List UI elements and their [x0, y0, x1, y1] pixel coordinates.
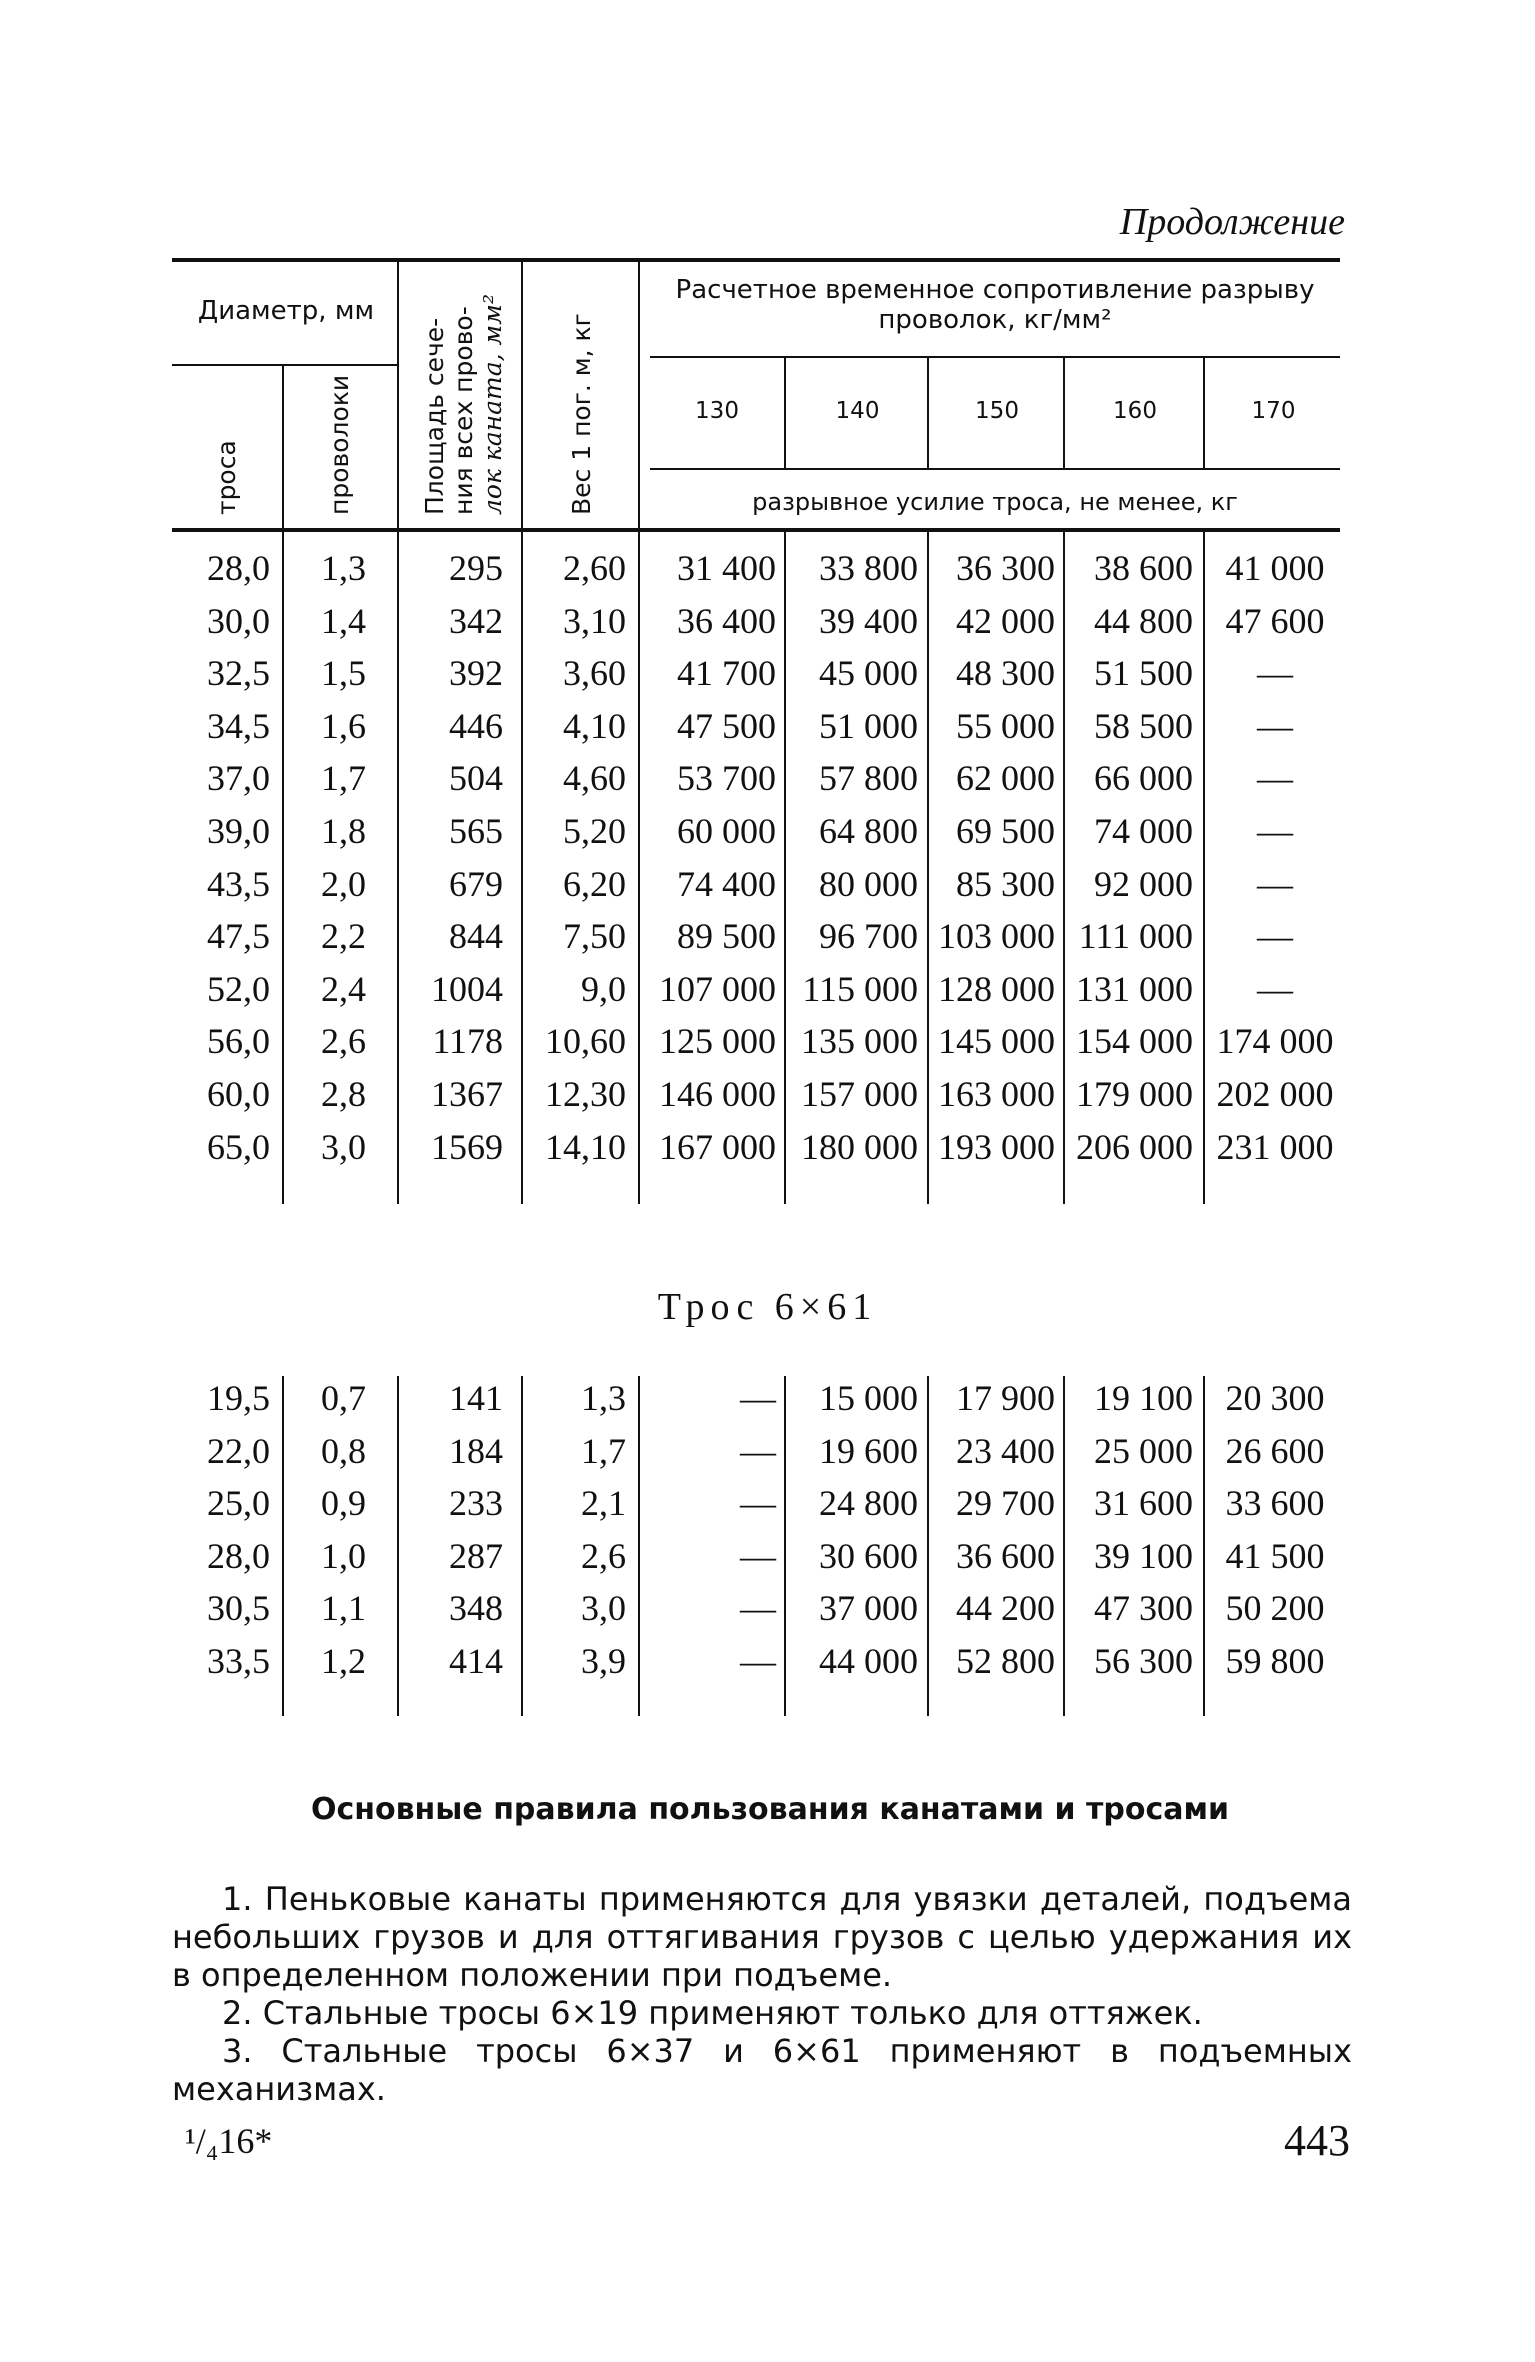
- table-cell: —: [1257, 916, 1293, 957]
- table-cell: 184: [449, 1430, 503, 1471]
- grades-subrule: [650, 468, 1340, 470]
- table-cell: 36 600: [956, 1535, 1055, 1576]
- table-cell: 12,30: [545, 1074, 626, 1114]
- table-cell: 7,50: [563, 916, 626, 957]
- table-cell: 38 600: [1094, 548, 1193, 588]
- table-cell: 4,60: [563, 758, 626, 799]
- table-cell: 44 000: [819, 1641, 918, 1681]
- table-cell: 193 000: [938, 1126, 1055, 1167]
- column-divider: [521, 532, 523, 1204]
- table-cell: 2,1: [581, 1483, 626, 1524]
- table-cell: 0,9: [321, 1483, 366, 1524]
- table-cell: 39 100: [1094, 1535, 1193, 1576]
- rules-heading: Основные правила пользования канатами и тросами: [310, 1792, 1230, 1827]
- area-header-line: Площадь сече-: [420, 317, 449, 515]
- table-cell: 92 000: [1094, 863, 1193, 904]
- column-divider: [638, 532, 640, 1204]
- table-cell: —: [1257, 811, 1293, 851]
- table-cell: —: [740, 1535, 776, 1576]
- column-divider: [282, 1376, 284, 1716]
- table-cell: 141: [449, 1378, 503, 1418]
- strength-header-line: проволок, кг/мм²: [878, 305, 1112, 335]
- table-cell: 74 400: [677, 863, 776, 904]
- table-cell: 504: [449, 758, 503, 799]
- table-cell: —: [740, 1641, 776, 1681]
- table-cell: 414: [449, 1641, 503, 1681]
- table-cell: 0,7: [321, 1378, 366, 1418]
- table-cell: 1,2: [321, 1641, 366, 1681]
- table-cell: 3,9: [581, 1641, 626, 1681]
- table-cell: 1,3: [321, 548, 366, 588]
- strength-header-line: Расчетное временное сопротивление разрыву: [675, 275, 1315, 305]
- table-cell: 17 900: [956, 1378, 1055, 1418]
- table-cell: 25,0: [207, 1483, 270, 1524]
- table-cell: 3,60: [563, 653, 626, 694]
- table-cell: 23 400: [956, 1430, 1055, 1471]
- table-cell: 206 000: [1076, 1126, 1193, 1167]
- table-cell: 392: [449, 653, 503, 694]
- table-cell: 135 000: [801, 1021, 918, 1062]
- table-cell: —: [740, 1430, 776, 1471]
- table-cell: 39 400: [819, 600, 918, 641]
- table-cell: 115 000: [802, 968, 918, 1009]
- table-cell: 37 000: [819, 1588, 918, 1629]
- table-cell: 22,0: [207, 1430, 270, 1471]
- table-cell: 42 000: [956, 600, 1055, 641]
- table-cell: 96 700: [819, 916, 918, 957]
- table-cell: 107 000: [659, 968, 776, 1009]
- table-cell: 57 800: [819, 758, 918, 799]
- column-divider: [784, 532, 786, 1204]
- table-cell: 56,0: [207, 1021, 270, 1062]
- table-cell: 157 000: [801, 1074, 918, 1114]
- table-cell: —: [1257, 968, 1293, 1009]
- table-cell: 33 800: [819, 548, 918, 588]
- table-cell: 2,0: [321, 863, 366, 904]
- header-divider: [638, 262, 640, 528]
- column-divider: [1063, 532, 1065, 1204]
- table-cell: 41 000: [1225, 548, 1325, 588]
- table-cell: 103 000: [938, 916, 1055, 957]
- grade-header: 170: [1251, 398, 1296, 424]
- table-cell: 25 000: [1094, 1430, 1193, 1471]
- table-cell: 30 600: [819, 1535, 918, 1576]
- table-cell: 24 800: [819, 1483, 918, 1524]
- table-cell: 3,10: [563, 600, 626, 641]
- column-divider: [397, 532, 399, 1204]
- table-cell: 89 500: [677, 916, 776, 957]
- section-title: Трос 6×61: [657, 1286, 878, 1328]
- grade-header: 150: [975, 398, 1019, 424]
- table-cell: 233: [449, 1483, 503, 1524]
- table-cell: 44 800: [1094, 600, 1193, 641]
- area-header-line: лок каната, мм²: [478, 293, 507, 515]
- table-cell: 56 300: [1094, 1641, 1193, 1681]
- strength-subrule: [650, 356, 1340, 358]
- table-cell: —: [1257, 705, 1293, 746]
- table-cell: 679: [449, 863, 503, 904]
- area-header: [420, 294, 507, 515]
- column-divider: [1063, 1376, 1065, 1716]
- table-cell: 20 300: [1225, 1378, 1325, 1418]
- table-cell: 28,0: [207, 548, 270, 588]
- header-divider: [1063, 358, 1065, 468]
- rule-paragraph-3: 3. Стальные тросы 6×37 и 6×61 применяют в подъемных механизмах.: [172, 2032, 1352, 2108]
- column-divider: [927, 1376, 929, 1716]
- table-cell: —: [740, 1588, 776, 1629]
- table-cell: 32,5: [207, 653, 270, 694]
- strength-header: [650, 275, 1340, 335]
- table-cell: 2,4: [321, 968, 366, 1009]
- rule-paragraph-1: 1. Пеньковые канаты применяются для увязки деталей, подъема небольших грузов и для оттягивания грузов с целью удержания их в определенном положении при подъеме.: [172, 1880, 1352, 1994]
- table-cell: 59 800: [1225, 1641, 1325, 1681]
- column-divider: [521, 1376, 523, 1716]
- table-cell: 10,60: [545, 1021, 626, 1062]
- table-cell: 29 700: [956, 1483, 1055, 1524]
- table-cell: 3,0: [321, 1126, 366, 1167]
- table-cell: 41 700: [677, 653, 776, 694]
- table-cell: 1178: [432, 1021, 503, 1062]
- table-cell: 55 000: [956, 705, 1055, 746]
- table-cell: 6,20: [563, 863, 626, 904]
- column-divider: [282, 532, 284, 1204]
- table-cell: 179 000: [1076, 1074, 1193, 1114]
- table-cell: 231 000: [1216, 1126, 1334, 1167]
- table-cell: 128 000: [938, 968, 1055, 1009]
- table-cell: 125 000: [659, 1021, 776, 1062]
- table-cell: 0,8: [321, 1430, 366, 1471]
- table-cell: 58 500: [1094, 705, 1193, 746]
- weight-header: Вес 1 пог. м, кг: [567, 313, 596, 515]
- table-cell: 64 800: [819, 811, 918, 851]
- table-cell: 51 000: [819, 705, 918, 746]
- table-cell: 9,0: [581, 968, 626, 1009]
- grade-header: 140: [835, 398, 880, 424]
- header-divider: [521, 262, 523, 528]
- table-cell: 30,0: [207, 600, 270, 641]
- table-cell: 202 000: [1216, 1074, 1334, 1114]
- header-divider: [1203, 358, 1205, 468]
- table-cell: 52 800: [956, 1641, 1055, 1681]
- table-cell: 47 300: [1094, 1588, 1193, 1629]
- table-cell: —: [740, 1378, 776, 1418]
- table-cell: 1,6: [321, 705, 366, 746]
- table-cell: 163 000: [938, 1074, 1055, 1114]
- table-cell: 145 000: [938, 1021, 1055, 1062]
- table-top-rule: [172, 258, 1340, 262]
- table-cell: 1569: [431, 1126, 503, 1167]
- column-divider: [1203, 1376, 1205, 1716]
- table-cell: 19 100: [1094, 1378, 1193, 1418]
- table-cell: 66 000: [1094, 758, 1193, 799]
- table-cell: 14,10: [545, 1126, 626, 1167]
- table-cell: 30,5: [207, 1588, 270, 1629]
- table-cell: 52,0: [207, 968, 270, 1009]
- table-cell: 44 200: [956, 1588, 1055, 1629]
- table-cell: 51 500: [1094, 653, 1193, 694]
- table-cell: 844: [449, 916, 503, 957]
- column-divider: [397, 1376, 399, 1716]
- table-cell: 31 600: [1094, 1483, 1193, 1524]
- table-cell: 60,0: [207, 1074, 270, 1114]
- table-cell: 47,5: [207, 916, 270, 957]
- area-header-line: ния всех прово-: [449, 306, 478, 515]
- table-cell: 65,0: [207, 1126, 270, 1167]
- signature-mark: ¹/₄16*: [185, 2121, 273, 2161]
- table-cell: 1,7: [581, 1430, 626, 1471]
- table-cell: 1,5: [321, 653, 366, 694]
- wire-header: проволоки: [325, 374, 354, 515]
- table-cell: 2,8: [321, 1074, 366, 1114]
- table-cell: 3,0: [581, 1588, 626, 1629]
- table-cell: 45 000: [819, 653, 918, 694]
- table-cell: 348: [449, 1588, 503, 1629]
- table-cell: 19 600: [819, 1430, 918, 1471]
- table-cell: 2,60: [563, 548, 626, 588]
- header-bottom-rule: [172, 528, 1340, 532]
- table-cell: 180 000: [801, 1126, 918, 1167]
- table-cell: 47 600: [1225, 600, 1325, 641]
- table-cell: 15 000: [819, 1378, 918, 1418]
- table-cell: 74 000: [1094, 811, 1193, 851]
- table-cell: 1004: [431, 968, 503, 1009]
- continuation-label: Продолжение: [1119, 201, 1345, 243]
- table-cell: 1,1: [321, 1588, 366, 1629]
- table-cell: 19,5: [207, 1378, 270, 1418]
- table-cell: 2,6: [581, 1535, 626, 1576]
- header-divider: [282, 366, 284, 528]
- page-number: 443: [1284, 2116, 1350, 2165]
- table-cell: 39,0: [207, 811, 270, 851]
- table-cell: 565: [449, 811, 503, 851]
- breaking-force-header: разрывное усилие троса, не менее, кг: [752, 488, 1238, 516]
- table-cell: —: [1257, 653, 1293, 694]
- table-cell: 69 500: [956, 811, 1055, 851]
- column-divider: [638, 1376, 640, 1716]
- table-cell: 342: [449, 600, 503, 641]
- table-cell: 33 600: [1225, 1483, 1325, 1524]
- table-cell: 80 000: [819, 863, 918, 904]
- grade-header: 160: [1113, 398, 1157, 424]
- diameter-header: Диаметр, мм: [197, 296, 375, 326]
- table-cell: 31 400: [677, 548, 776, 588]
- table-cell: 47 500: [677, 705, 776, 746]
- table-cell: 1,7: [321, 758, 366, 799]
- column-divider: [927, 532, 929, 1204]
- column-divider: [784, 1376, 786, 1716]
- table-cell: 131 000: [1076, 968, 1193, 1009]
- table-cell: 37,0: [207, 758, 270, 799]
- table-cell: 36 400: [677, 600, 776, 641]
- table-cell: —: [740, 1483, 776, 1524]
- table-cell: 41 500: [1225, 1535, 1325, 1576]
- table-cell: 167 000: [659, 1126, 776, 1167]
- table-cell: 1,8: [321, 811, 366, 851]
- table-cell: 36 300: [956, 548, 1055, 588]
- table-cell: 5,20: [563, 811, 626, 851]
- table-cell: 1,0: [321, 1535, 366, 1576]
- table-cell: 85 300: [956, 863, 1055, 904]
- table-cell: 1,4: [321, 600, 366, 641]
- table-cell: 53 700: [677, 758, 776, 799]
- table-cell: 43,5: [207, 863, 270, 904]
- table-cell: 446: [449, 705, 503, 746]
- table-cell: 154 000: [1076, 1021, 1193, 1062]
- header-divider: [927, 358, 929, 468]
- table-cell: 33,5: [207, 1641, 270, 1681]
- table-cell: 48 300: [956, 653, 1055, 694]
- table-cell: —: [1257, 863, 1293, 904]
- header-divider: [397, 262, 399, 528]
- table-cell: 111 000: [1078, 916, 1193, 957]
- table-cell: —: [1257, 758, 1293, 799]
- grade-header: 130: [695, 398, 739, 424]
- table-cell: 146 000: [659, 1074, 776, 1114]
- table-cell: 1,3: [581, 1378, 626, 1418]
- rule-paragraph-2: 2. Стальные тросы 6×19 применяют только для оттяжек.: [222, 1994, 1203, 2032]
- table-cell: 2,6: [321, 1021, 366, 1062]
- table-cell: 60 000: [677, 811, 776, 851]
- table-cell: 26 600: [1225, 1430, 1325, 1471]
- table-cell: 62 000: [956, 758, 1055, 799]
- header-divider: [784, 358, 786, 468]
- table-cell: 28,0: [207, 1535, 270, 1576]
- column-divider: [1203, 532, 1205, 1204]
- diameter-subrule: [172, 364, 397, 366]
- table-cell: 34,5: [207, 705, 270, 746]
- table-cell: 1367: [431, 1074, 503, 1114]
- table-cell: 50 200: [1225, 1588, 1325, 1629]
- table-cell: 174 000: [1216, 1021, 1334, 1062]
- table-cell: 4,10: [563, 705, 626, 746]
- rope-header: троса: [212, 440, 241, 515]
- table-cell: 295: [449, 548, 503, 588]
- table-cell: 287: [449, 1535, 503, 1576]
- table-cell: 2,2: [321, 916, 366, 957]
